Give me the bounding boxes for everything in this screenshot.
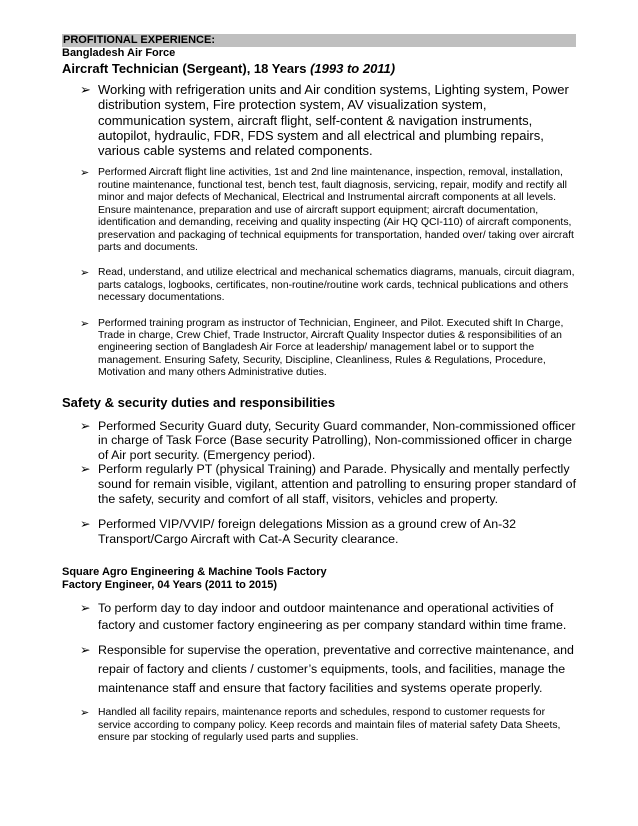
safety-bullet-1-text: Performed Security Guard duty, Security Guard commander, Non-commissioned officer in charge of Task Force (Base security Patrolling), Non-commissioned officer in charge of Air port security. (Emergency period). <box>98 418 576 462</box>
job2-bullet-3-text: Handled all facility repairs, maintenance reports and schedules, respond to customer requests for service according to company policy. Keep records and maintain files of material safety Data Sheets, ensure par stocking of regularly used parts and supplies. <box>98 707 561 744</box>
arrow-bullet-icon: ➢ <box>80 462 91 477</box>
list-item <box>62 517 576 546</box>
job1-bullet-3-text: Read, understand, and utilize electrical and mechanical schematics diagrams, manuals, circuit diagram, parts catalogs, logbooks, certificates, non-routine/routine work cards, technical publications and others necessary documentations. <box>98 267 575 304</box>
safety-heading: Safety & security duties and responsibilities <box>62 394 336 410</box>
list-item <box>62 707 576 744</box>
safety-bullet-list <box>62 419 576 547</box>
list-item <box>62 419 576 463</box>
list-item <box>62 600 576 634</box>
safety-bullet-2-text: Perform regularly PT (physical Training) and Parade. Physically and mentally perfectly sound for remain visible, vigilant, attention and patrolling to ensuring proper standard of the safety, security and comfort of all staff, visitors, vehicles and property. <box>98 462 577 506</box>
list-item <box>62 267 576 304</box>
arrow-bullet-icon: ➢ <box>80 267 90 280</box>
arrow-bullet-icon: ➢ <box>80 643 91 658</box>
list-item <box>62 82 576 158</box>
section-title: PROFITIONAL EXPERIENCE: <box>63 34 215 46</box>
arrow-bullet-icon: ➢ <box>80 167 90 180</box>
arrow-bullet-icon: ➢ <box>80 82 91 97</box>
safety-bullet-3-text: Performed VIP/VVIP/ foreign delegations Mission as a ground crew of An-32 Transport/Cargo Aircraft with Cat-A Security clearance. <box>98 517 517 546</box>
job2-organization: Square Agro Engineering & Machine Tools Factory <box>62 566 327 579</box>
job1-years: (1993 to 2011) <box>310 61 396 76</box>
job1-role <box>62 61 576 77</box>
job1-bullet-2-text: Performed Aircraft flight line activities, 1st and 2nd line maintenance, inspection, removal, installation, routine maintenance, functional test, bench test, fault diagnosis, servicing, repair, modify and rectify all minor and major defects of Mechanical, Electrical and Instrumental aircraft components at all levels. Ensure maintenance, preparation and use of aircraft support equipment; aircraft documentation, identification and demanding, receiving and quality inspecting (Air HQ QCI-110) of aircraft components, preservation and packaging of technical equipments for transportation, handed over/ taking over aircraft parts and documents. <box>98 167 574 253</box>
job1-bullet-list <box>62 82 576 380</box>
job2-bullet-1-text: To perform day to day indoor and outdoor maintenance and operational activities of factory and customer factory engineering as per company standard within time frame. <box>98 601 567 633</box>
job1-organization: Bangladesh Air Force <box>62 47 176 59</box>
arrow-bullet-icon: ➢ <box>80 418 91 433</box>
arrow-bullet-icon: ➢ <box>80 517 91 532</box>
list-item <box>62 641 576 698</box>
job2-bullet-2-text: Responsible for supervise the operation, preventative and corrective maintenance, and repair of factory and clients / customer’s equipments, tools, and facilities, manage the maintenance staff and ensure that factory facilities and systems operate properly. <box>98 643 574 696</box>
section-title-bar <box>62 34 576 47</box>
arrow-bullet-icon: ➢ <box>80 707 90 720</box>
job2-bullet-list <box>62 600 576 744</box>
resume-page <box>62 34 576 745</box>
job1-bullet-1-text: Working with refrigeration units and Air condition systems, Lighting system, Power distribution system, Fire protection system, AV visualization system, communication system, aircraft flight, self-content & navigation instruments, autopilot, hydraulic, FDR, FDS system and all electrical and plumbing repairs, various cable systems and related components. <box>98 82 569 159</box>
arrow-bullet-icon: ➢ <box>80 601 91 616</box>
list-item <box>62 318 576 380</box>
list-item <box>62 167 576 254</box>
job1-bullet-4-text: Performed training program as instructor of Technician, Engineer, and Pilot. Executed shift In Charge, Trade in charge, Crew Chief, Trade Instructor, Aircraft Quality Inspector duties & responsibilities of an engineering section of Bangladesh Air Force at leadership/ management label or to support the management. Ensuring Safety, Security, Discipline, Cleanliness, Rules & Regulations, Procedure, Motivation and many others Administrative duties. <box>98 317 564 379</box>
job2-role: Factory Engineer, 04 Years (2011 to 2015) <box>62 579 278 592</box>
list-item <box>62 462 576 506</box>
arrow-bullet-icon: ➢ <box>80 317 90 330</box>
job1-role-title: Aircraft Technician (Sergeant), 18 Years <box>62 61 307 76</box>
